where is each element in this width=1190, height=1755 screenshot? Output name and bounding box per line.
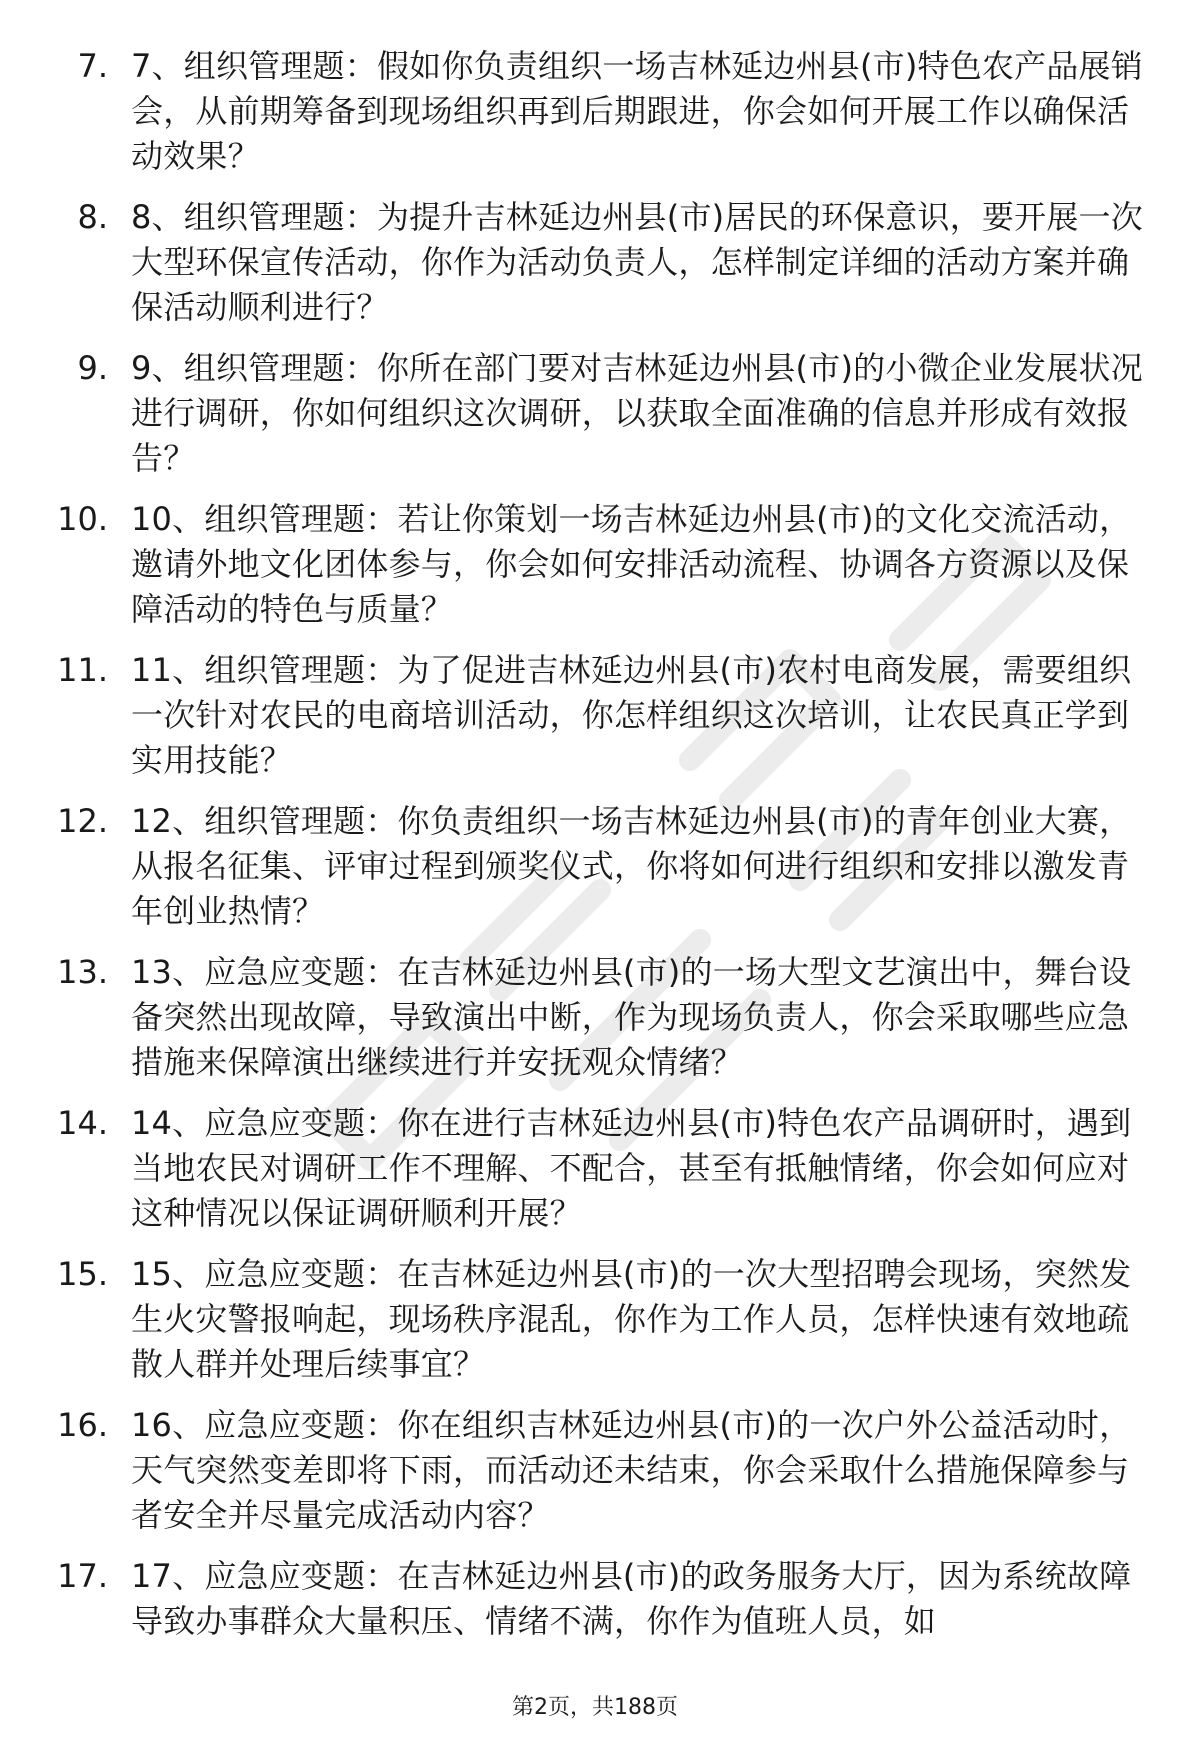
question-list — [0, 44, 1190, 1705]
question-number: 9. — [77, 349, 108, 387]
question-number: 8. — [77, 198, 108, 236]
question-item — [0, 1101, 1190, 1252]
question-text: 14、应急应变题：你在进行吉林延边州县(市)特色农产品调研时，遇到当地农民对调研工作不理解、不配合，甚至有抵触情绪，你会如何应对这种情况以保证调研顺利开展？ — [131, 1104, 1132, 1232]
question-text: 7、组织管理题：假如你负责组织一场吉林延边州县(市)特色农产品展销会，从前期筹备到现场组织再到后期跟进，你会如何开展工作以确保活动效果？ — [131, 47, 1143, 175]
question-item — [0, 1554, 1190, 1705]
question-text: 9、组织管理题：你所在部门要对吉林延边州县(市)的小微企业发展状况进行调研，你如何组织这次调研，以获取全面准确的信息并形成有效报告？ — [131, 349, 1143, 477]
question-text: 11、组织管理题：为了促进吉林延边州县(市)农村电商发展，需要组织一次针对农民的电商培训活动，你怎样组织这次培训，让农民真正学到实用技能？ — [131, 651, 1132, 779]
question-text: 10、组织管理题：若让你策划一场吉林延边州县(市)的文化交流活动，邀请外地文化团体参与，你会如何安排活动流程、协调各方资源以及保障活动的特色与质量？ — [131, 500, 1132, 628]
question-number: 7. — [77, 47, 108, 85]
question-number: 16. — [57, 1406, 108, 1444]
question-text: 15、应急应变题：在吉林延边州县(市)的一次大型招聘会现场，突然发生火灾警报响起，现场秩序混乱，你作为工作人员，怎样快速有效地疏散人群并处理后续事宜？ — [131, 1255, 1132, 1383]
question-item — [0, 195, 1190, 346]
question-item — [0, 1403, 1190, 1554]
question-text: 16、应急应变题：你在组织吉林延边州县(市)的一次户外公益活动时，天气突然变差即将下雨，而活动还未结束，你会采取什么措施保障参与者安全并尽量完成活动内容？ — [131, 1406, 1132, 1534]
question-number: 17. — [57, 1557, 108, 1595]
page-number-footer: 第2页，共188页 — [512, 1695, 678, 1720]
question-item — [0, 497, 1190, 648]
question-number: 13. — [57, 953, 108, 991]
question-number: 10. — [57, 500, 108, 538]
question-item — [0, 799, 1190, 950]
question-item — [0, 44, 1190, 195]
question-item — [0, 346, 1190, 497]
question-number: 11. — [57, 651, 108, 689]
question-text: 13、应急应变题：在吉林延边州县(市)的一场大型文艺演出中，舞台设备突然出现故障，导致演出中断，作为现场负责人，你会采取哪些应急措施来保障演出继续进行并安抚观众情绪？ — [131, 953, 1132, 1081]
question-item — [0, 1252, 1190, 1403]
question-number: 14. — [57, 1104, 108, 1142]
question-number: 12. — [57, 802, 108, 840]
question-number: 15. — [57, 1255, 108, 1293]
question-text: 17、应急应变题：在吉林延边州县(市)的政务服务大厅，因为系统故障导致办事群众大量积压、情绪不满，你作为值班人员，如 — [131, 1557, 1132, 1640]
question-item — [0, 950, 1190, 1101]
question-text: 12、组织管理题：你负责组织一场吉林延边州县(市)的青年创业大赛，从报名征集、评审过程到颁奖仪式，你将如何进行组织和安排以激发青年创业热情？ — [131, 802, 1132, 930]
question-text: 8、组织管理题：为提升吉林延边州县(市)居民的环保意识，要开展一次大型环保宣传活动，你作为活动负责人，怎样制定详细的活动方案并确保活动顺利进行？ — [131, 198, 1143, 326]
question-item — [0, 648, 1190, 799]
